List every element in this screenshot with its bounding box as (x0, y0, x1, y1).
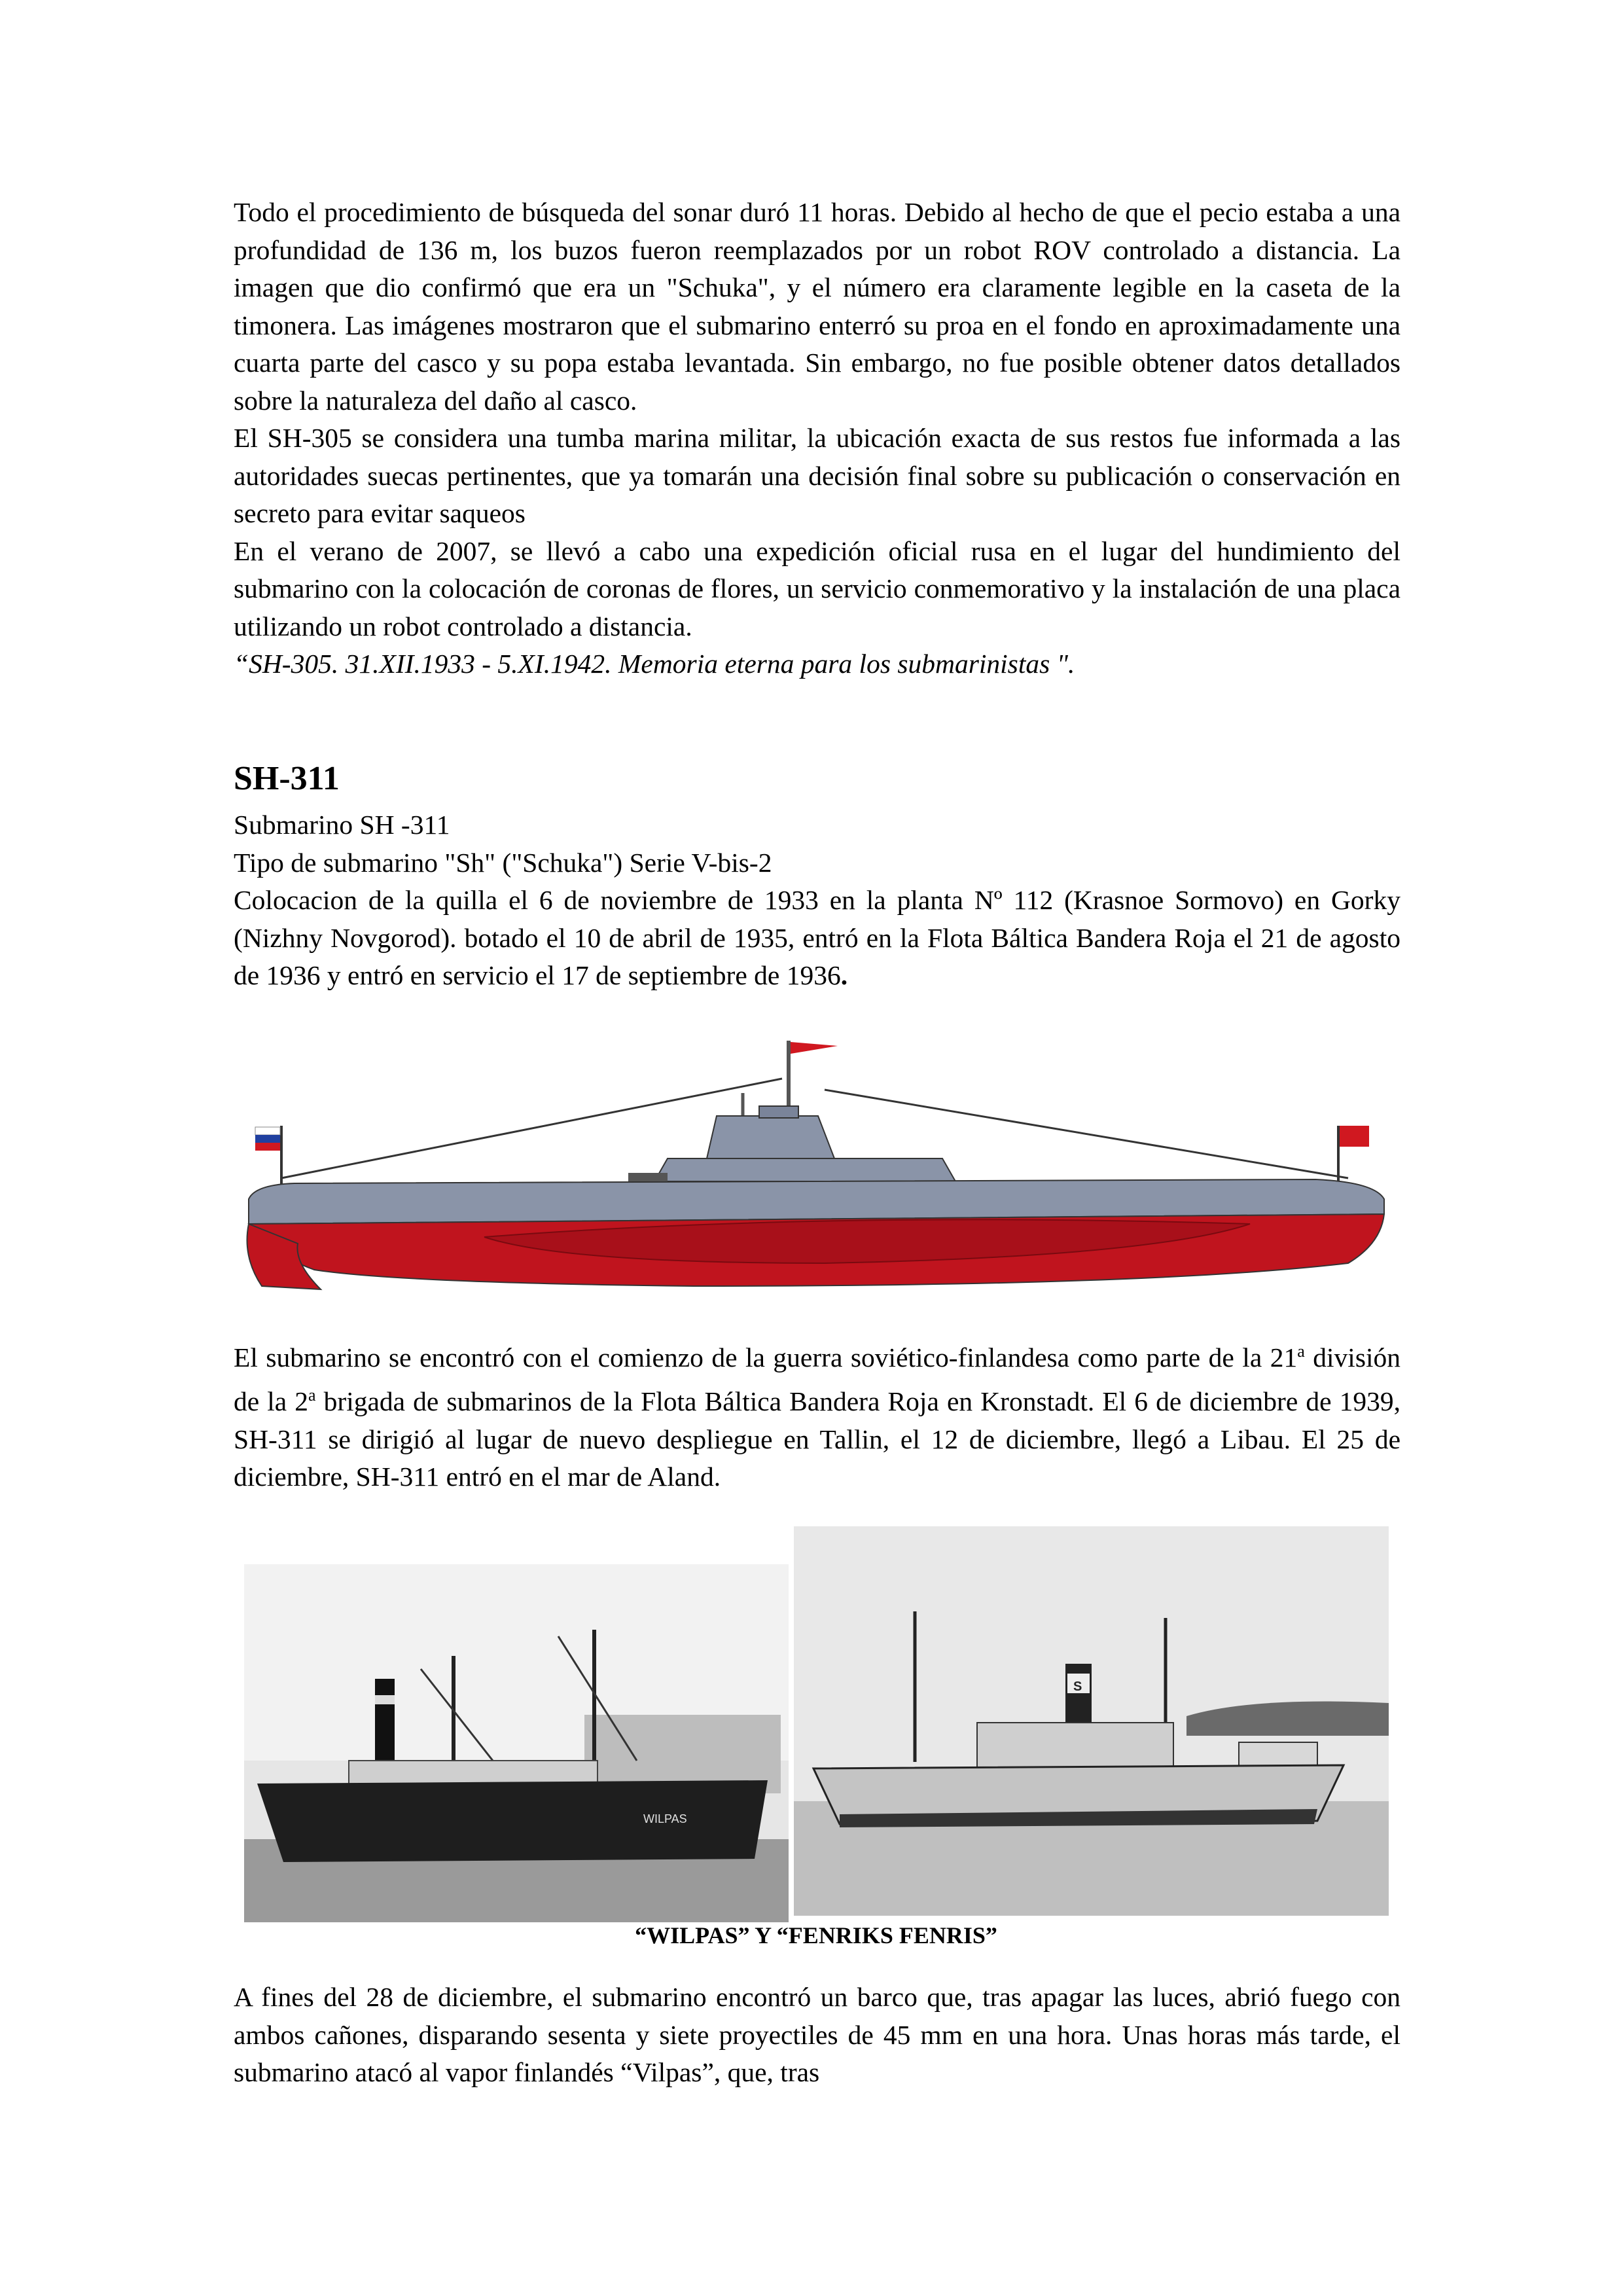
photo-wilpas (244, 1564, 789, 1922)
ship-name-wilpas: WILPAS (643, 1812, 687, 1825)
memorial-quote: “SH-305. 31.XII.1933 - 5.XI.1942. Memoria eterna para los submarinistas ". (234, 649, 1075, 679)
submarine-profile-illustration (236, 1028, 1389, 1296)
funnel-letter: S (1073, 1679, 1082, 1694)
top-text-block (234, 194, 1400, 683)
final-paragraph: A fines del 28 de diciembre, el submarino encontró un barco que, tras apagar las luces, abrió fuego con ambos cañones, disparando sesenta y siete proyectiles de 45 mm en una hora. Unas horas más tarde, el submarino atacó al vapor finlandés “Vilpas”, que, tras (234, 1982, 1400, 2087)
final-paragraph-block (234, 1979, 1400, 2092)
paragraph-sonar-search: Todo el procedimiento de búsqueda del sonar duró 11 horas. Debido al hecho de que el pecio estaba a una profundidad de 136 m, los buzos fueron reemplazados por un robot ROV controlado a distancia. La imagen que dio confirmó que era un "Schuka", y el número era claramente legible en la caseta de la timonera. Las imágenes mostraron que el submarino enterró su proa en el fondo en aproximadamente una cuarta parte del casco y su popa estaba levantada. Sin embargo, no fue posible obtener datos detallados sobre la naturaleza del daño al casco. (234, 197, 1400, 416)
spec-type: Tipo de submarino "Sh" ("Schuka") Serie V-bis-2 (234, 847, 772, 878)
photo-caption: “WILPAS” Y “FENRIKS FENRIS” (635, 1922, 997, 1948)
war-paragraph: El submarino se encontró con el comienzo de la guerra soviético-finlandesa como parte de la 21$^a$ división de la 2$^a$ brigada de submarinos de la Flota Báltica Bandera Roja en Kronstadt. El 6 de diciembre de 1939, SH-311 se dirigió al lugar de nuevo despliegue en Tallin, el 12 de diciembre, llegó a Libau. El 25 de diciembre, SH-311 entró en el mar de Aland. (234, 1342, 1400, 1492)
spec-name: Submarino SH -311 (234, 810, 450, 840)
section-heading: SH-311 (234, 760, 340, 797)
sh311-specs (234, 806, 1400, 995)
war-paragraph-block (234, 1333, 1400, 1496)
paragraph-expedition-2007: En el verano de 2007, se llevó a cabo una expedición oficial rusa en el lugar del hundimiento del submarino con la colocación de coronas de flores, un servicio conmemorativo y la instalación de una placa utilizando un robot controlado a distancia. (234, 535, 1400, 641)
photo-fenriks-fenris (794, 1526, 1389, 1916)
paragraph-war-grave: El SH-305 se considera una tumba marina militar, la ubicación exacta de sus restos fue informada a las autoridades suecas pertinentes, que ya tomarán una decisión final sobre su publicación o conservación en secreto para evitar saqueos (234, 423, 1400, 528)
history-paragraph: Colocacion de la quilla el 6 de noviembre de 1933 en la planta Nº 112 (Krasnoe Sormovo) en Gorky (Nizhny Novgorod). botado el 10 de abril de 1935, entró en la Flota Báltica Bandera Roja el 21 de agosto de 1936 y entró en servicio el 17 de septiembre de 1936. (234, 885, 1400, 990)
